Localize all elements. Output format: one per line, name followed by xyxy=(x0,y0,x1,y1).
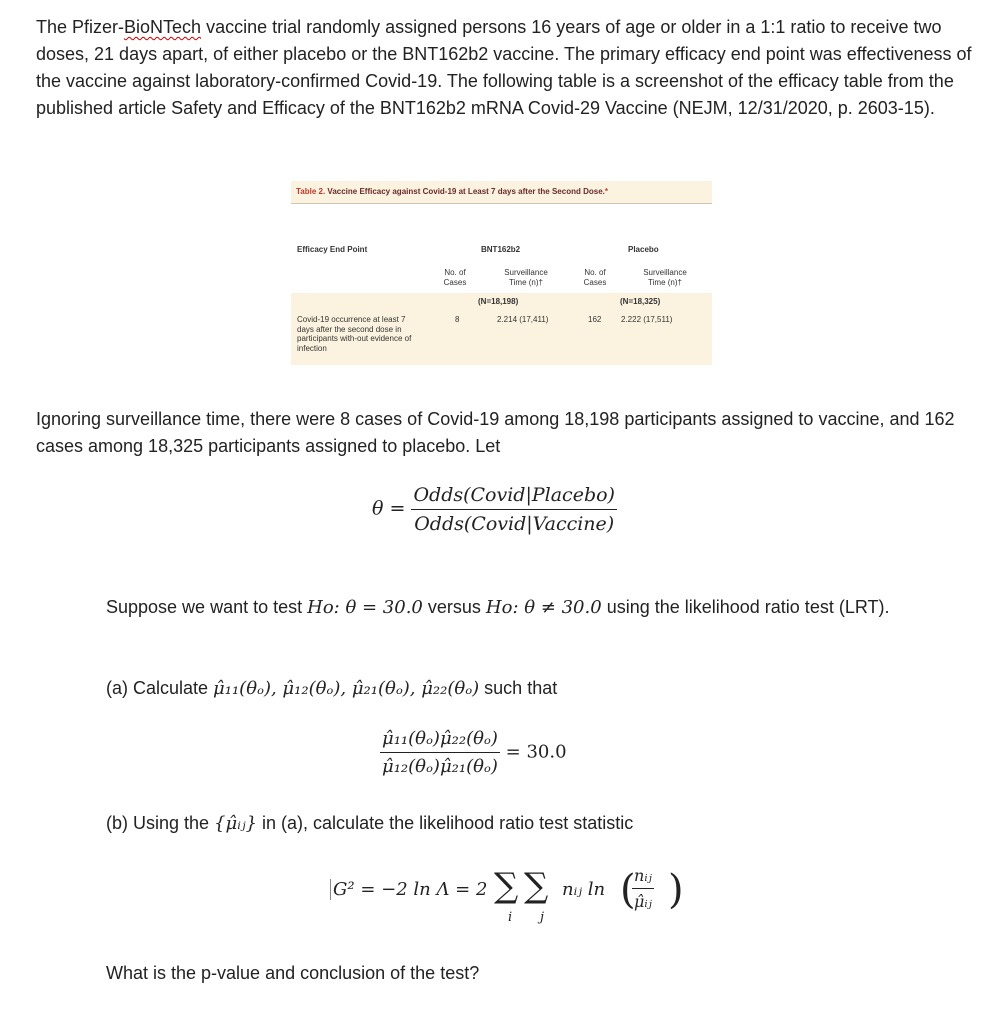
sum-term: nᵢⱼ ln xyxy=(562,879,606,900)
placebo-n: (N=18,325) xyxy=(620,297,661,306)
ratio-equation xyxy=(380,728,567,777)
part-a-prefix: (a) Calculate xyxy=(106,678,214,698)
log-fraction xyxy=(632,866,654,911)
part-a-mu-list: μ̂₁₁(θₒ), μ̂₁₂(θₒ), μ̂₂₁(θₒ), μ̂₂₂(θₒ) xyxy=(213,678,480,699)
hypothesis-prefix: Suppose we want to test xyxy=(106,597,308,617)
left-paren: ( xyxy=(620,867,636,913)
efficacy-table-image xyxy=(291,178,712,364)
counts-paragraph xyxy=(36,406,976,460)
placebo-cases-header: No. of Cases xyxy=(583,268,607,287)
intro-paragraph xyxy=(36,14,976,122)
group-vaccine-header: BNT162b2 xyxy=(481,245,521,254)
counts-text: Ignoring surveillance time, there were 8 cases of Covid-19 among 18,198 participants assigned to vaccine, and 162 cases among 18,325 participants assigned to placebo. Let xyxy=(36,409,955,456)
col-efficacy-end-point: Efficacy End Point xyxy=(297,245,368,254)
ratio-numerator: μ̂₁₁(θₒ)μ̂₂₂(θₒ) xyxy=(380,728,500,753)
g2-lhs: G² = −2 ln Λ = 2 xyxy=(330,879,487,900)
placebo-surveillance-header: Surveillance Time (n)† xyxy=(643,268,687,287)
question xyxy=(106,960,966,987)
sum-i-symbol: ∑ xyxy=(494,866,519,906)
part-a-suffix: such that xyxy=(479,678,558,698)
sum-j-index: j xyxy=(540,910,545,925)
theta-definition xyxy=(372,484,617,535)
part-b xyxy=(106,810,966,837)
vaccine-surveillance-header: Surveillance Time (n)† xyxy=(504,268,548,287)
placebo-cases-value: 162 xyxy=(588,315,602,324)
theta-lhs: θ = xyxy=(372,497,406,520)
right-paren: ) xyxy=(668,867,684,913)
part-b-suffix: in (a), calculate the likelihood ratio test statistic xyxy=(257,813,634,833)
hypothesis-versus: versus xyxy=(422,597,486,617)
intro-text-rest: vaccine trial randomly assigned persons 16 years of age or older in a 1:1 ratio to receive two doses, 21 days apart, of either placebo or the BNT162b2 vaccine. The primary efficacy end point was effectiveness of the vaccine against laboratory-confirmed Covid-19. The following table is a screenshot of the efficacy table from the published article Safety and Efficacy of the BNT162b2 mRNA Covid-29 Vaccine (NEJM, 12/31/2020, p. 2603-15). xyxy=(36,17,972,118)
spellcheck-word: BioNTech xyxy=(124,17,202,37)
vaccine-cases-header: No. of Cases xyxy=(443,268,467,287)
question-text: What is the p-value and conclusion of the test? xyxy=(106,963,480,983)
part-b-mu-set: {μ̂ᵢⱼ} xyxy=(214,813,258,834)
ratio-denominator: μ̂₁₂(θₒ)μ̂₂₁(θₒ) xyxy=(382,756,498,777)
log-fraction-denominator: μ̂ᵢⱼ xyxy=(634,892,652,911)
ratio-fraction xyxy=(380,728,500,777)
part-b-prefix: (b) Using the xyxy=(106,813,215,833)
theta-numerator: Odds(Covid|Placebo) xyxy=(411,484,617,510)
group-placebo-header: Placebo xyxy=(628,245,659,254)
intro-text-start: The Pfizer- xyxy=(36,17,125,37)
vaccine-cases-value: 8 xyxy=(455,315,460,324)
log-fraction-numerator: nᵢⱼ xyxy=(632,866,654,889)
placebo-surveillance-value: 2.222 (17,511) xyxy=(621,315,673,324)
row-label: Covid-19 occurrence at least 7 days after the second dose in participants with-out evidence of infection xyxy=(297,315,412,353)
table-title: Table 2. Vaccine Efficacy against Covid-19 at Least 7 days after the Second Dose.* xyxy=(291,181,712,204)
vaccine-n: (N=18,198) xyxy=(478,297,519,306)
part-a xyxy=(106,675,966,702)
hypothesis-paragraph xyxy=(106,594,966,621)
vaccine-surveillance-value: 2.214 (17,411) xyxy=(497,315,549,324)
alt-hypothesis: Ho: θ ≠ 30.0 xyxy=(485,597,602,618)
theta-denominator: Odds(Covid|Vaccine) xyxy=(414,513,615,535)
sum-j-symbol: ∑ xyxy=(524,866,549,906)
theta-fraction xyxy=(411,484,617,535)
ratio-rhs: = 30.0 xyxy=(505,741,567,763)
hypothesis-suffix: using the likelihood ratio test (LRT). xyxy=(601,597,890,617)
g2-equation xyxy=(330,864,690,928)
sum-i-index: i xyxy=(508,910,513,925)
null-hypothesis: Ho: θ = 30.0 xyxy=(307,597,423,618)
